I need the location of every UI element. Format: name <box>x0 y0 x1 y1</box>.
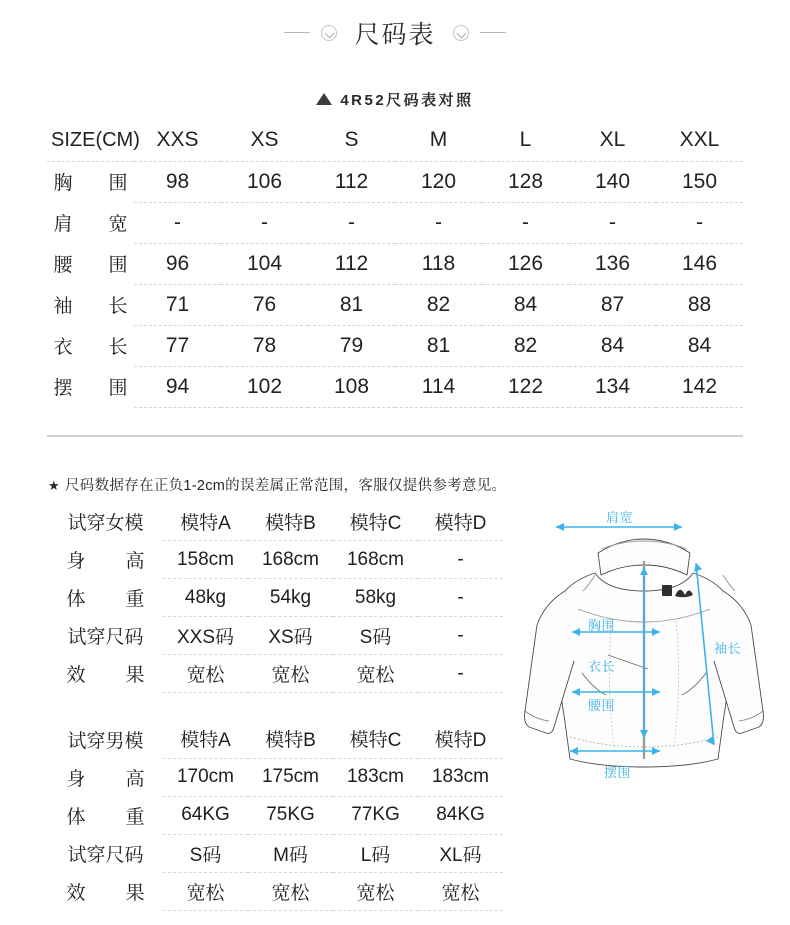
size-cell: 106 <box>221 161 308 202</box>
female-model-cell: 168cm <box>333 541 418 579</box>
size-column-header: XXS <box>134 120 221 161</box>
chevron-down-circle-icon-left <box>321 25 337 41</box>
male-model-cell: M码 <box>248 834 333 872</box>
size-cell: - <box>395 202 482 243</box>
female-model-cell: 宽松 <box>163 655 248 693</box>
size-cell: 81 <box>395 325 482 366</box>
size-cell: 128 <box>482 161 569 202</box>
size-cell: 112 <box>308 161 395 202</box>
female-model-block <box>48 503 503 911</box>
female-model-row <box>48 655 503 693</box>
size-cell: 76 <box>221 284 308 325</box>
disclaimer-text: 尺码数据存在正负1-2cm的误差属正常范围，客服仅提供参考意见。 <box>64 477 507 494</box>
female-model-row-label: 效 果 <box>66 665 145 686</box>
size-cell: 108 <box>308 366 395 407</box>
size-table-row <box>47 202 743 243</box>
measure-label-waist: 腰围 <box>588 697 616 713</box>
size-cell: 102 <box>221 366 308 407</box>
size-column-header: L <box>482 120 569 161</box>
size-cell: 82 <box>482 325 569 366</box>
size-cell: 112 <box>308 243 395 284</box>
size-cell: 79 <box>308 325 395 366</box>
size-cell: 126 <box>482 243 569 284</box>
size-table-label-header: SIZE(CM) <box>47 120 134 161</box>
male-model-cell: 75KG <box>248 796 333 834</box>
triangle-up-icon <box>316 93 332 105</box>
male-model-row <box>48 758 503 796</box>
size-table-row <box>47 284 743 325</box>
size-cell: 84 <box>656 325 743 366</box>
female-model-cell: 54kg <box>248 579 333 617</box>
male-model-column-header: 模特B <box>248 720 333 758</box>
female-model-cell: - <box>418 655 503 693</box>
page-header <box>0 0 790 52</box>
size-cell: 77 <box>134 325 221 366</box>
size-cell: - <box>308 202 395 243</box>
female-model-row-label: 体 重 <box>66 589 145 610</box>
male-model-cell: 宽松 <box>418 872 503 910</box>
female-model-column-header: 模特B <box>248 503 333 541</box>
size-cell: 87 <box>569 284 656 325</box>
measure-label-shoulder: 肩宽 <box>606 509 634 525</box>
male-model-row-label: 试穿尺码 <box>67 844 144 866</box>
female-model-cell: S码 <box>333 617 418 655</box>
measure-label-hem: 摆围 <box>604 764 632 780</box>
size-chart-table <box>47 120 743 408</box>
male-model-cell: XL码 <box>418 834 503 872</box>
female-model-column-header: 模特A <box>163 503 248 541</box>
size-cell: - <box>656 202 743 243</box>
female-model-row-label: 试穿尺码 <box>67 627 144 648</box>
size-row-label: 袖 长 <box>53 296 128 317</box>
size-cell: 104 <box>221 243 308 284</box>
male-model-row-label: 体 重 <box>66 806 145 828</box>
female-model-column-header: 模特C <box>333 503 418 541</box>
size-cell: 120 <box>395 161 482 202</box>
garment-measurement-diagram <box>520 505 775 795</box>
size-cell: 122 <box>482 366 569 407</box>
male-model-cell: 宽松 <box>333 872 418 910</box>
disclaimer-note <box>48 474 790 495</box>
female-model-cell: 158cm <box>163 541 248 579</box>
male-model-row-label: 效 果 <box>66 882 145 904</box>
size-column-header: XS <box>221 120 308 161</box>
male-model-header-row <box>48 720 503 758</box>
female-model-cell: - <box>418 541 503 579</box>
size-table-row <box>47 366 743 407</box>
size-cell: - <box>134 202 221 243</box>
size-cell: 114 <box>395 366 482 407</box>
female-model-row <box>48 579 503 617</box>
size-cell: 150 <box>656 161 743 202</box>
female-model-cell: 宽松 <box>333 655 418 693</box>
female-model-cell: - <box>418 617 503 655</box>
size-cell: 94 <box>134 366 221 407</box>
size-table-header-row <box>47 120 743 161</box>
size-cell: - <box>482 202 569 243</box>
model-section <box>0 503 790 911</box>
male-model-cell: 183cm <box>333 758 418 796</box>
size-cell: - <box>569 202 656 243</box>
size-column-header: XL <box>569 120 656 161</box>
size-cell: 118 <box>395 243 482 284</box>
female-model-cell: XS码 <box>248 617 333 655</box>
male-model-row <box>48 834 503 872</box>
measure-label-length: 衣长 <box>588 658 616 674</box>
size-row-label: 摆 围 <box>53 378 128 399</box>
size-row-label: 胸 围 <box>53 173 128 195</box>
title-rule-right <box>480 32 506 33</box>
male-model-table <box>48 720 503 911</box>
measure-label-sleeve: 袖长 <box>714 640 742 656</box>
male-model-cell: S码 <box>163 834 248 872</box>
male-model-cell: 77KG <box>333 796 418 834</box>
section-divider <box>47 435 743 437</box>
size-cell: 140 <box>569 161 656 202</box>
female-model-table <box>48 503 503 694</box>
size-table-row <box>47 243 743 284</box>
male-model-row <box>48 872 503 910</box>
size-cell: 96 <box>134 243 221 284</box>
size-cell: 84 <box>482 284 569 325</box>
subheader-label: 4R52尺码表对照 <box>340 91 474 109</box>
size-cell: 136 <box>569 243 656 284</box>
female-model-row <box>48 541 503 579</box>
male-model-column-header: 模特C <box>333 720 418 758</box>
size-column-header: XXL <box>656 120 743 161</box>
female-model-row <box>48 617 503 655</box>
male-model-cell: 84KG <box>418 796 503 834</box>
size-cell: 78 <box>221 325 308 366</box>
size-column-header: M <box>395 120 482 161</box>
size-cell: 71 <box>134 284 221 325</box>
size-table-row <box>47 161 743 202</box>
female-model-column-header: 模特D <box>418 503 503 541</box>
size-row-label: 衣 长 <box>53 337 128 358</box>
size-chart-table-container <box>0 120 790 408</box>
male-model-column-header: 模特A <box>163 720 248 758</box>
chevron-down-circle-icon-right <box>453 25 469 41</box>
male-model-label-header: 试穿男模 <box>67 730 144 752</box>
female-model-cell: - <box>418 579 503 617</box>
size-cell: - <box>221 202 308 243</box>
size-cell: 146 <box>656 243 743 284</box>
size-cell: 81 <box>308 284 395 325</box>
model-table-gap <box>48 693 503 720</box>
size-table-row <box>47 325 743 366</box>
female-model-cell: 48kg <box>163 579 248 617</box>
female-model-header-row <box>48 503 503 541</box>
female-model-cell: XXS码 <box>163 617 248 655</box>
size-cell: 98 <box>134 161 221 202</box>
male-model-cell: 170cm <box>163 758 248 796</box>
female-model-cell: 168cm <box>248 541 333 579</box>
female-model-row-label: 身 高 <box>66 551 145 572</box>
size-cell: 84 <box>569 325 656 366</box>
size-cell: 134 <box>569 366 656 407</box>
title-rule-left <box>284 32 310 33</box>
female-model-cell: 58kg <box>333 579 418 617</box>
measure-label-chest: 胸围 <box>588 617 616 633</box>
size-cell: 82 <box>395 284 482 325</box>
size-row-label: 肩 宽 <box>53 214 128 235</box>
size-row-label: 腰 围 <box>53 255 128 276</box>
size-cell: 88 <box>656 284 743 325</box>
page-title: 尺码表 <box>354 20 436 49</box>
male-model-cell: 183cm <box>418 758 503 796</box>
male-model-row-label: 身 高 <box>66 768 145 790</box>
size-column-header: S <box>308 120 395 161</box>
star-icon: ★ <box>48 477 60 493</box>
size-cell: 142 <box>656 366 743 407</box>
male-model-cell: 宽松 <box>163 872 248 910</box>
female-model-cell: 宽松 <box>248 655 333 693</box>
male-model-column-header: 模特D <box>418 720 503 758</box>
male-model-cell: 64KG <box>163 796 248 834</box>
male-model-cell: L码 <box>333 834 418 872</box>
male-model-row <box>48 796 503 834</box>
male-model-cell: 175cm <box>248 758 333 796</box>
male-model-cell: 宽松 <box>248 872 333 910</box>
female-model-label-header: 试穿女模 <box>67 513 144 534</box>
size-chart-subheader <box>0 86 790 112</box>
